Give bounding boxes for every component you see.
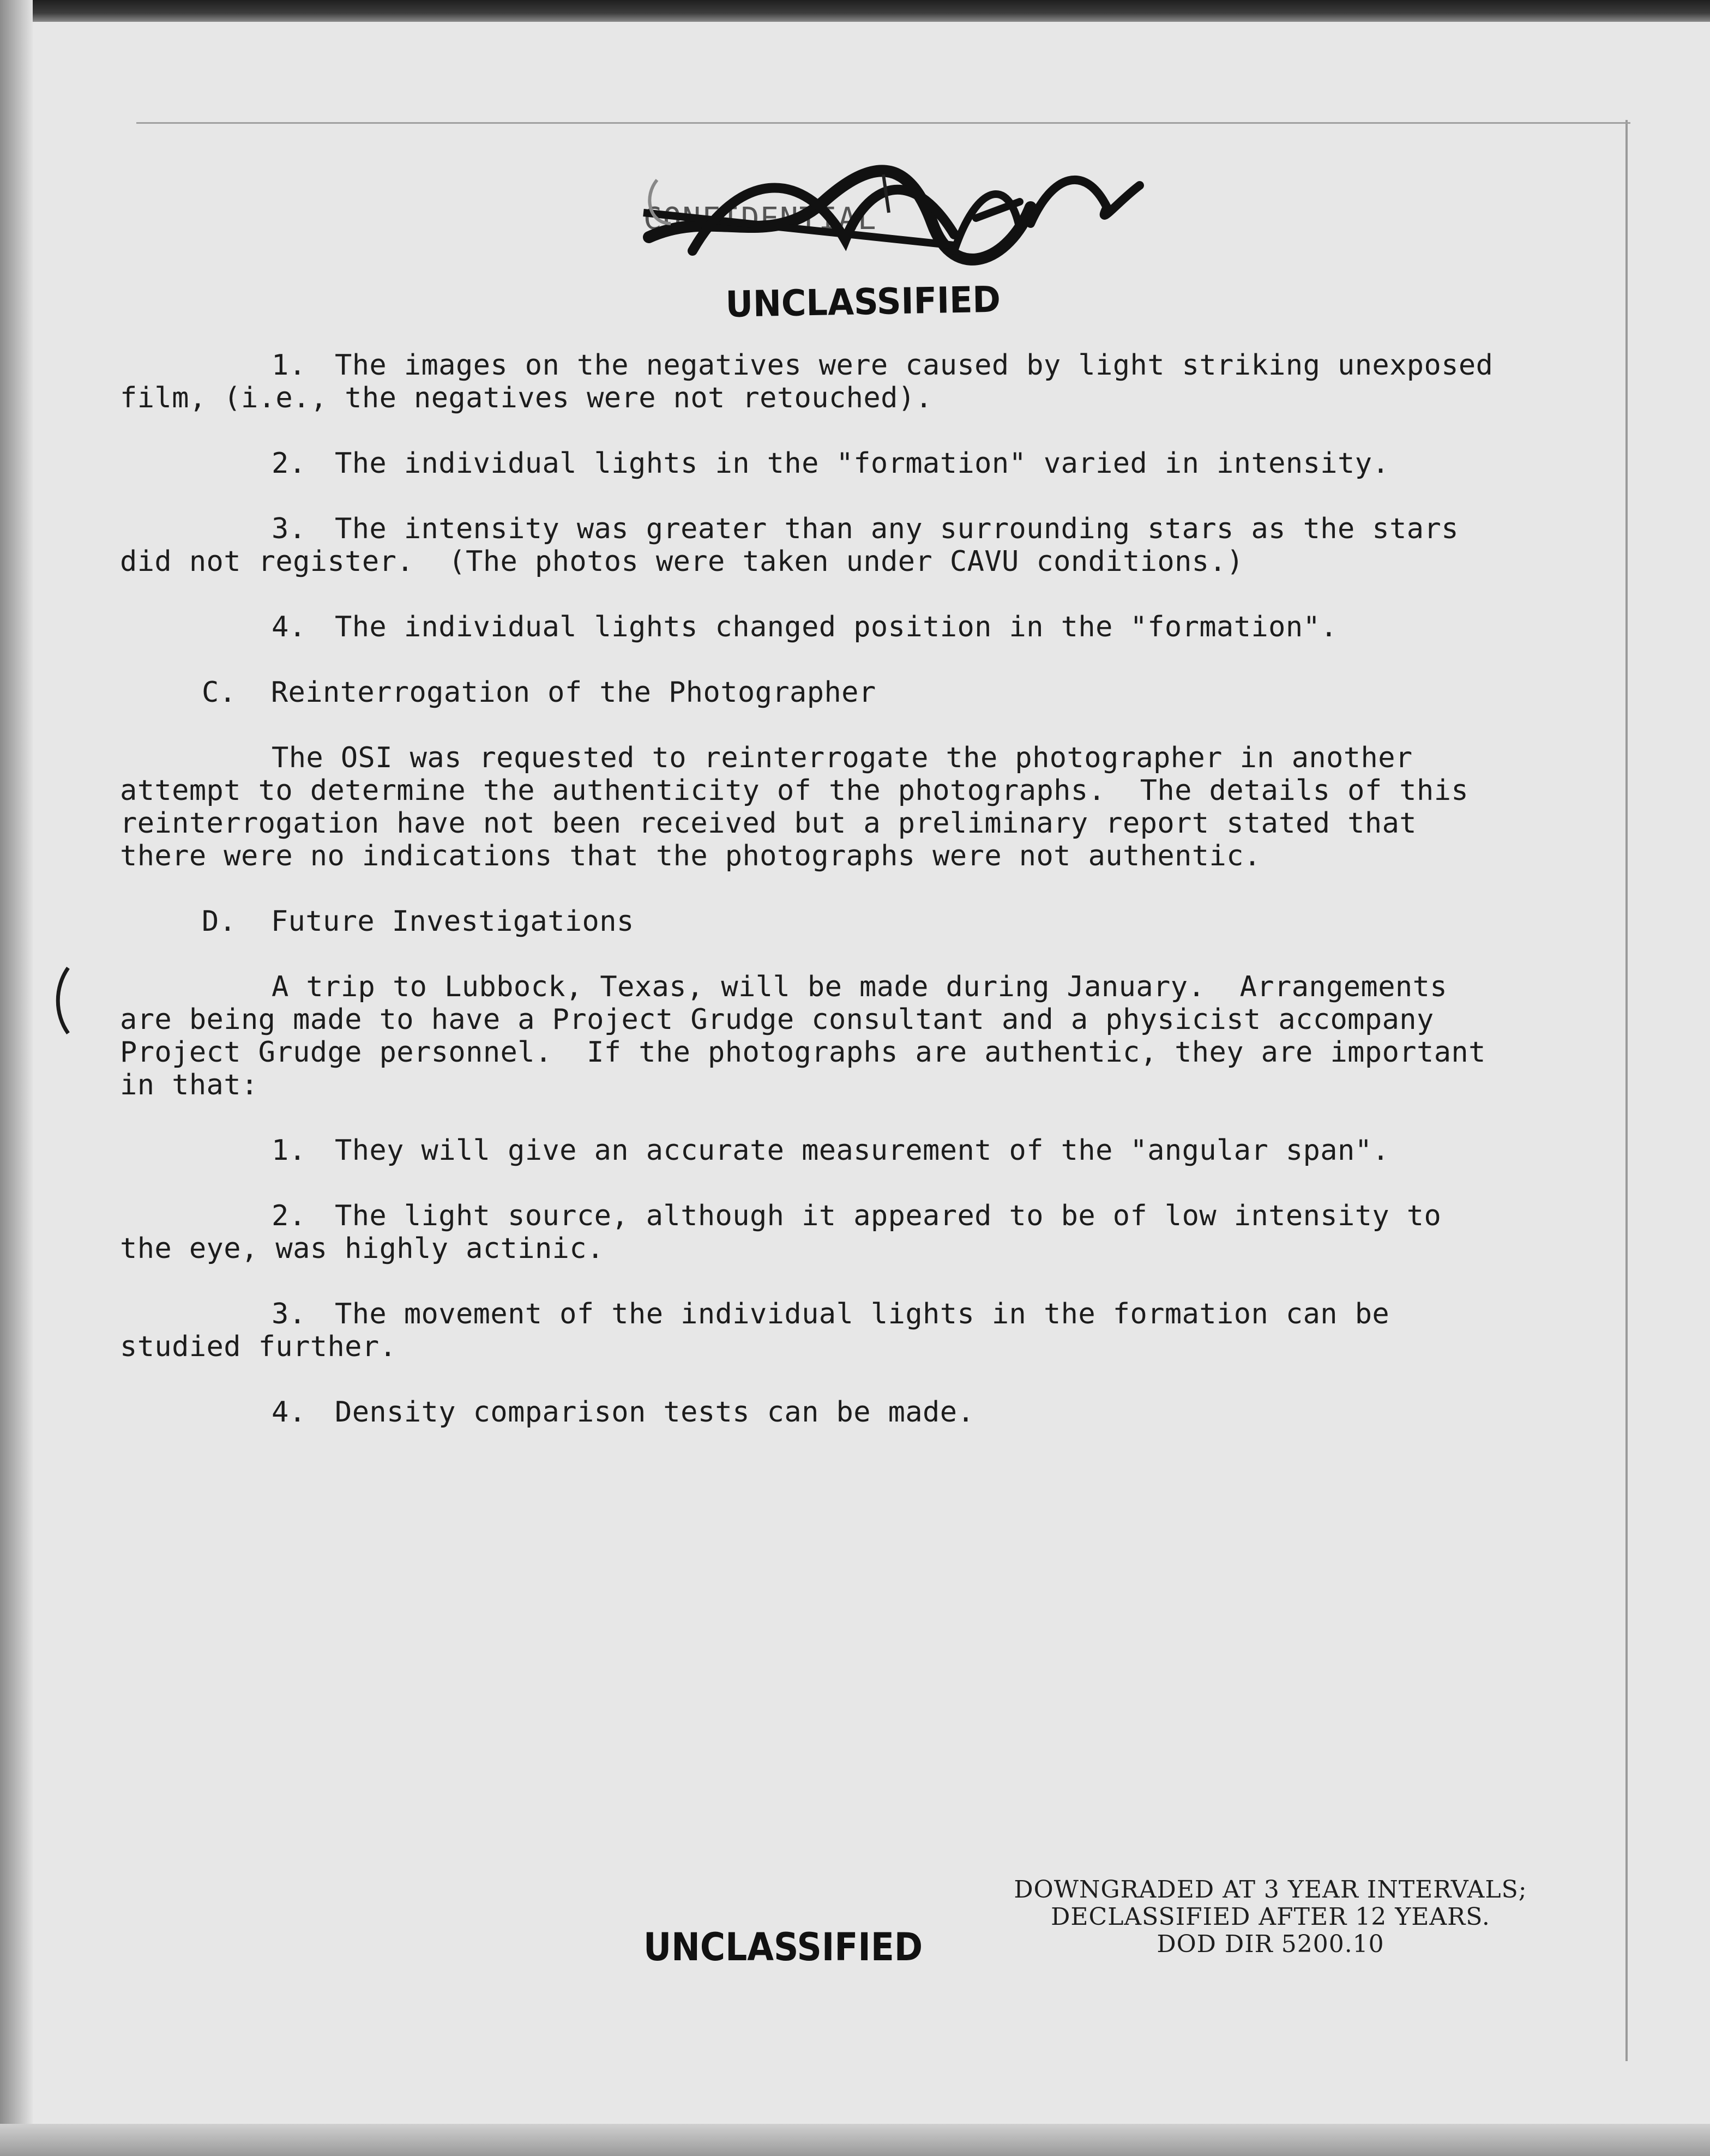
unclassified-stamp-bottom: UNCLASSIFIED [643, 1925, 923, 1970]
item-2-number: 2. [272, 447, 306, 480]
struck-marking-text: CONFIDENTIAL [643, 201, 877, 237]
importance-4-number: 4. [272, 1396, 306, 1429]
scan-edge-left [0, 0, 33, 2156]
section-d-heading: D. Future Investigations [202, 905, 634, 938]
item-4-number: 4. [272, 611, 306, 643]
importance-1-line-1: They will give an accurate measurement of the "angular span". [335, 1134, 1390, 1167]
importance-3-line-1: The movement of the individual lights in the formation can be [335, 1298, 1390, 1330]
item-1-line-2: film, (i.e., the negatives were not retouched). [120, 382, 933, 414]
section-c-heading: C. Reinterrogation of the Photographer [202, 676, 876, 709]
item-2-line-1: The individual lights in the "formation" varied in intensity. [335, 447, 1390, 480]
section-d-line-3: Project Grudge personnel. If the photographs are authentic, they are important [120, 1036, 1486, 1069]
item-3-line-2: did not register. (The photos were taken under CAVU conditions.) [120, 545, 1244, 578]
item-4-line-1: The individual lights changed position in the "formation". [335, 611, 1338, 643]
section-c-line-4: there were no indications that the photographs were not authentic. [120, 840, 1261, 872]
downgrade-line-3: DOD DIR 5200.10 [1157, 1930, 1384, 1958]
section-c-line-1: The OSI was requested to reinterrogate the photographer in another [272, 742, 1413, 774]
section-c-line-2: attempt to determine the authenticity of the photographs. The details of this [120, 774, 1469, 807]
importance-2-line-2: the eye, was highly actinic. [120, 1232, 604, 1265]
section-d-line-4: in that: [120, 1069, 258, 1101]
item-1-number: 1. [272, 349, 306, 382]
section-d-line-1: A trip to Lubbock, Texas, will be made during January. Arrangements [272, 971, 1448, 1003]
downgrade-line-2: DECLASSIFIED AFTER 12 YEARS. [1051, 1903, 1490, 1931]
importance-4-line-1: Density comparison tests can be made. [335, 1396, 975, 1429]
section-c-line-3: reinterrogation have not been received but a preliminary report stated that [120, 807, 1417, 840]
page-border-top [136, 122, 1630, 124]
downgrade-line-1: DOWNGRADED AT 3 YEAR INTERVALS; [1014, 1876, 1527, 1904]
margin-bracket-mark [49, 965, 76, 1036]
scan-edge-top [0, 0, 1710, 22]
item-1-line-1: The images on the negatives were caused by light striking unexposed [335, 349, 1494, 382]
item-3-number: 3. [272, 513, 306, 545]
importance-2-number: 2. [272, 1200, 306, 1232]
page-border-right [1625, 120, 1628, 2061]
importance-2-line-1: The light source, although it appeared to be of low intensity to [335, 1200, 1442, 1232]
unclassified-stamp-top: UNCLASSIFIED [725, 278, 1001, 326]
item-3-line-1: The intensity was greater than any surrounding stars as the stars [335, 513, 1459, 545]
importance-1-number: 1. [272, 1134, 306, 1167]
importance-3-line-2: studied further. [120, 1330, 397, 1363]
section-d-line-2: are being made to have a Project Grudge consultant and a physicist accompany [120, 1003, 1434, 1036]
importance-3-number: 3. [272, 1298, 306, 1330]
scan-edge-bottom [0, 2124, 1710, 2156]
